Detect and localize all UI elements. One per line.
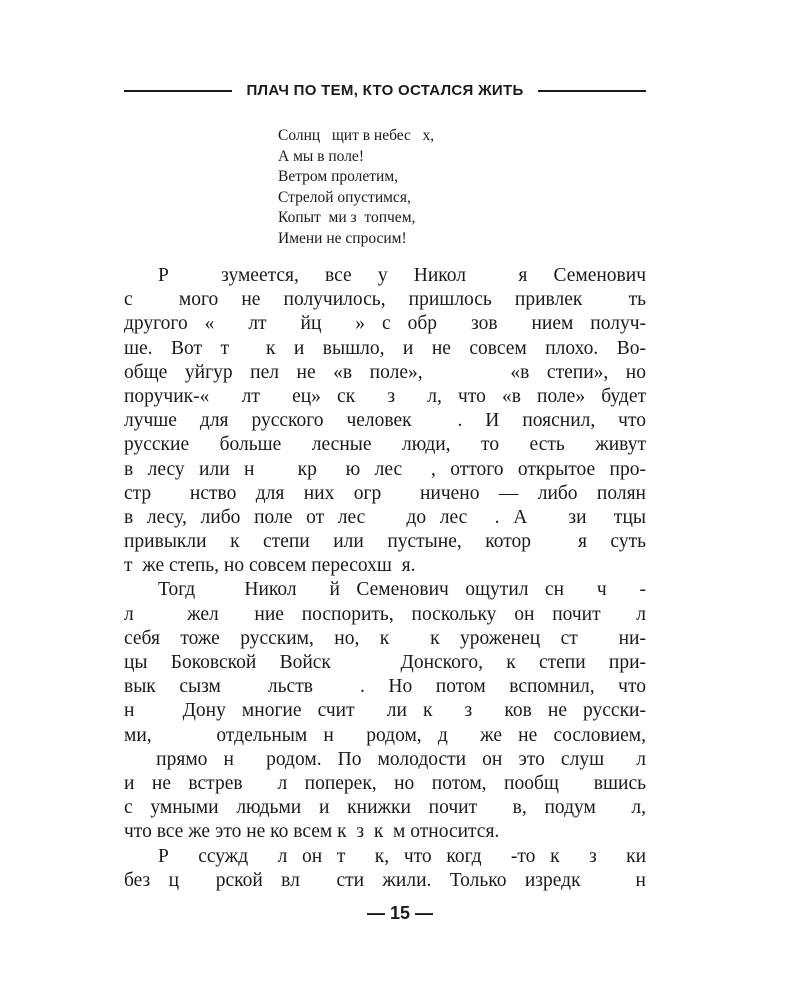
text-line: н Дону многие счит ли к з ков не русски- bbox=[124, 700, 646, 722]
text-line: прямо н родом. По молодости он это слуш л bbox=[124, 748, 646, 770]
text-line: цы Боковской Войск Донского, к степи при- bbox=[124, 652, 646, 673]
text-line: привыкли к степи или пустыне, котор я суть bbox=[124, 531, 646, 553]
text-line: без ц рской вл сти жили. Только изредк н bbox=[124, 869, 646, 891]
text-line: обще уйгур пел не «в поле», «в степи», но bbox=[124, 361, 646, 383]
text-line: в лесу или н кр ю лес , оттого открытое про- bbox=[124, 458, 646, 480]
running-head bbox=[124, 82, 646, 99]
verse-line: Стрелой опустимся, bbox=[278, 188, 411, 206]
text-line: ми, отдельным н родом, д же не сословием, bbox=[124, 724, 646, 746]
verse-line: Копыт ми з топчем, bbox=[278, 209, 416, 227]
paragraph-1-last-line: т же степь, но совсем пересохш я. bbox=[124, 555, 416, 577]
paragraph-3-first-line: Р ссужд л он т к, что когд -то к з ки bbox=[158, 845, 646, 867]
body-text bbox=[124, 264, 646, 893]
text-line: лучше для русского человек . И пояснил, что bbox=[124, 410, 646, 432]
text-line: другого « лт йц » с обр зов нием получ- bbox=[124, 313, 646, 335]
paragraph-1-first-line: Р зумеется, все у Никол я Семенович bbox=[158, 265, 646, 286]
running-head-rule-right bbox=[538, 90, 646, 92]
verse-line: Ветром пролетим, bbox=[278, 168, 399, 186]
text-line: с мого не получилось, пришлось привлек ть bbox=[124, 289, 646, 311]
text-line: поручик-« лт ец» ск з л, что «в поле» будет bbox=[124, 385, 646, 407]
text-line: и не встрев л поперек, но потом, пообщ вшись bbox=[124, 772, 646, 794]
verse-line: Солнц щит в небес х, bbox=[278, 127, 435, 144]
verse-block bbox=[278, 126, 434, 250]
running-head-rule-left bbox=[124, 90, 232, 92]
text-line: стр нство для них огр ничено — либо полян bbox=[124, 482, 646, 504]
text-line: русские больше лесные люди, то есть живут bbox=[124, 434, 646, 456]
text-line: себя тоже русским, но, к к уроженец ст ни- bbox=[124, 627, 646, 649]
page-number: — 15 — bbox=[366, 903, 434, 923]
text-line: вык сызм льств . Но потом вспомнил, что bbox=[124, 676, 646, 698]
verse-line: Имени не спросим! bbox=[278, 229, 407, 247]
running-head-title: ПЛАЧ ПО ТЕМ, КТО ОСТАЛСЯ ЖИТЬ bbox=[246, 82, 524, 99]
text-line: л жел ние поспорить, поскольку он почит л bbox=[124, 603, 646, 625]
paragraph-2-first-line: Тогд Никол й Семенович ощутил сн ч - bbox=[158, 579, 646, 601]
verse-line: А мы в поле! bbox=[278, 147, 364, 165]
text-line: с умными людьми и книжки почит в, подум л, bbox=[124, 797, 646, 819]
paragraph-2-last-line: что все же это не ко всем к з к м относится. bbox=[124, 821, 500, 843]
text-line: в лесу, либо поле от лес до лес . А зи тцы bbox=[124, 506, 646, 528]
text-line: ше. Вот т к и вышло, и не совсем плохо. Во- bbox=[124, 337, 646, 359]
